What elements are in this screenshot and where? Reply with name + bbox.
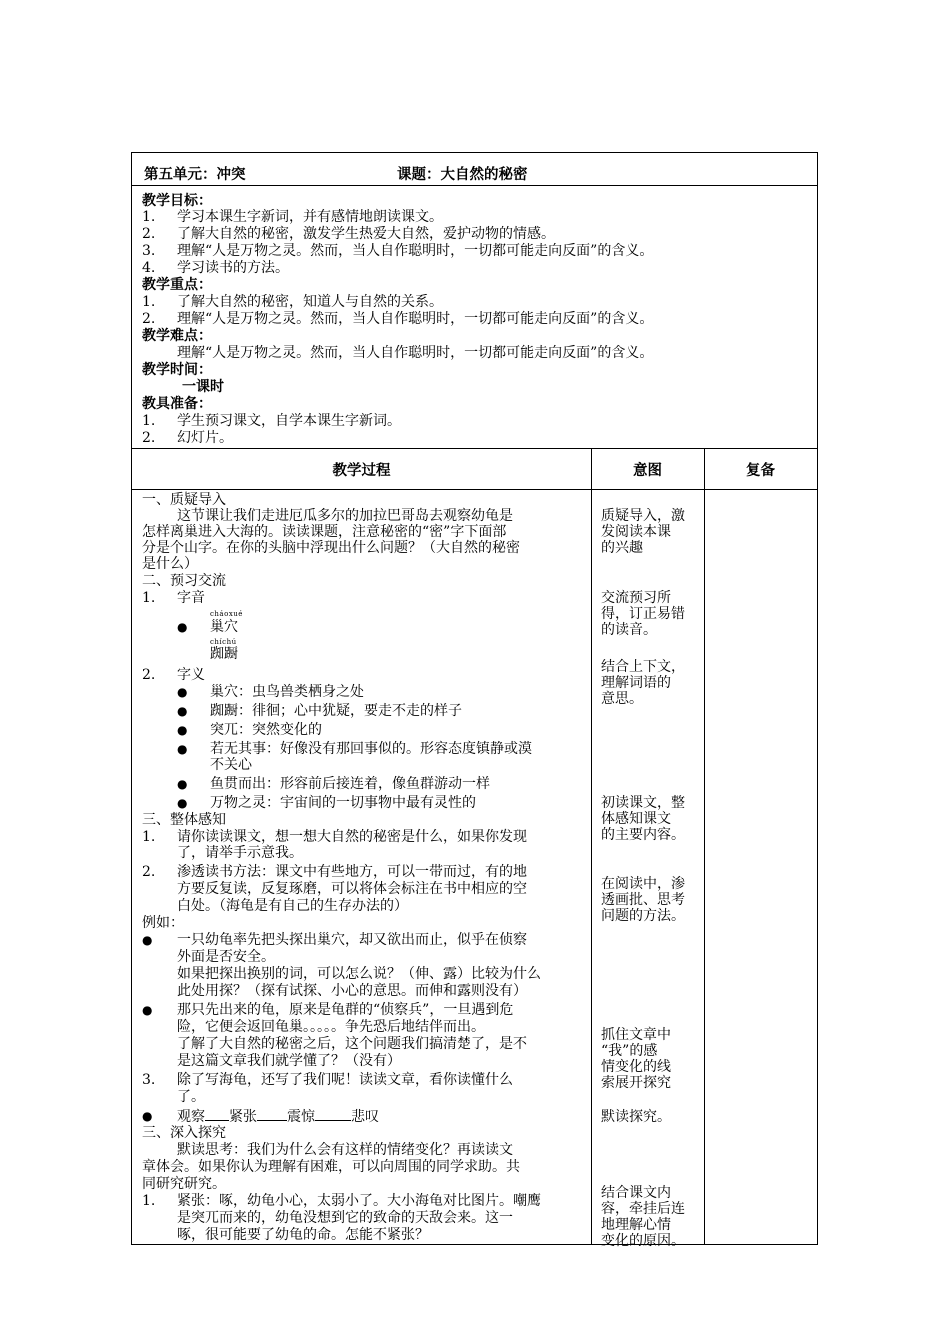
intent-note: 默读探究。 [601, 1109, 671, 1125]
topic-title: 课题：大自然的秘密 [397, 166, 528, 183]
objectives-title: 教学目标： [142, 193, 212, 209]
section-heading: 一、质疑导入 [142, 492, 226, 508]
emotion-sequence: 观察 紧张 震惊 悲叹 [177, 1109, 379, 1125]
intent-note: 交流预习所 得，订正易错 的读音。 [601, 590, 685, 638]
list-item: ● 突兀：突然变化的 [210, 722, 322, 738]
objective-item: 学习读书的方法。 [177, 260, 289, 276]
section-heading: 三、深入探究 [142, 1125, 226, 1141]
prep-title: 教具准备： [142, 396, 212, 412]
list-item: 踟蹰 [210, 646, 238, 662]
list-item: ● 鱼贯而出：形容前后接连着，像鱼群游动一样 [210, 776, 490, 792]
intent-note: 结合课文内 容，牵挂后连 地理解心情 变化的原因。 [601, 1185, 685, 1249]
intent-note: 在阅读中，渗 透画批、思考 问题的方法。 [601, 876, 685, 924]
list-item: ● 万物之灵：宇宙间的一切事物中最有灵性的 [210, 795, 476, 811]
intent-note: 结合上下文， 理解词语的 意思。 [601, 659, 685, 707]
intent-note: 质疑导入，激 发阅读本课 的兴趣 [601, 508, 685, 556]
time-value: 一课时 [182, 379, 224, 395]
section-heading: 二、预习交流 [142, 573, 226, 589]
section-heading: 三、整体感知 [142, 812, 226, 828]
prep-item: 幻灯片。 [177, 430, 233, 446]
lesson-plan-table: 第五单元：冲突 课题：大自然的秘密 教学目标： 1. 学习本课生字新词，并有感情地朗读课文。 2. 了解大自然的秘密，激发学生热爱大自然，爱护动物的情感。 3. 理解“人是万物之灵。然而，当人自作聪明时，一切都可能走向反面”的含义。 4. 学习读书的方法。 教学重点： 1. 了解大自然的秘密，知道人与自然的关系。 2. 理解“人是万物之灵。然而，当人自作聪明时，一切都可能走向反面”的含义。 教学难点： 理解“人是万物之灵。然而，当人自作聪明时，一切都可能走向反面”的含义。 教学时间： 一课时 教具准备： 1. 学生预习课文，自学本课生字新词。 2. 幻灯片。 教学过程 意图 复备 一、质疑导入 这节课让我们走进厄瓜多尔的加拉巴哥岛去观察幼龟是 怎样离巢进入大海的。读读课题，注意秘密的“密”字下面部 分是个山字。在你的头脑中浮现出什么问题？（大自然的秘密 是什么） 二、预习交流 1. 字音 cháoxué ● 巢穴 chíchú 踟蹰 2. 字义 ● 巢穴：虫鸟兽类栖身之处 ● 踟蹰：徘徊；心中犹疑，要走不走的样子 ● 突兀：突然变化的 ● 若无其事：好像没有那回事似的。形容态度镇静或漠 不关心 ● 鱼贯而出：形容前后接连着，像鱼群游动一样 ● 万物之灵：宇宙间的一切事物中最有灵性的 三、整体感知 1. 请你读读课文，想一想大自然的秘密是什么，如果你发现 了，请举手示意我。 2. 渗透读书方法：课文中有些地方，可以一带而过，有的地 方要反复读，反复琢磨，可以将体会标注在书中相应的空 白处。（海龟是有自己的生存办法的） 例如： ● 一只幼龟率先把头探出巢穴，却又欲出而止，似乎在侦察 外面是否安全。 如果把探出换别的词，可以怎么说？（伸、露）比较为什么 此处用探？（探有试探、小心的意思。而伸和露则没有） ● 那只先出来的龟，原来是龟群的“侦察兵”，一旦遇到危 险，它便会返回龟巢。。。。。争先恐后地结伴而出。 了解了大自然的秘密之后，这个问题我们搞清楚了，是不 是这篇文章我们就学懂了？（没有） 3. 除了写海龟，还写了我们呢！读读文章，看你读懂什么 了。 ● 观察 紧张 震惊 悲叹 三、深入探究 默读思考：我们为什么会有这样的情绪变化？再读读文 章体会。如果你认为理解有困难，可以向周围的同学求助。共 同研究研究。 1. 紧张：啄，幼龟小心，太弱小了。大小海龟对比图片。嘲鹰 是突兀而来的，幼龟没想到它的致命的天敌会来。这一 啄，很可能要了幼龟的命。怎能不紧张？ 质疑导入，激 发阅读本课 的兴趣 交流预习所 得，订正易错 的读音。 结合上下文， 理解词语的 意思。 初读课文，整 体感知课文 的主要内容。 在阅读中，渗 透画批、思考 问题的方法。 抓住文章中 “我”的感 情变化的线 索展开探究 默读探究。 结合课文内 容，牵挂后连 地理解心情 变化的原因。 [131, 152, 818, 1245]
prep-item: 学生预习课文，自学本课生字新词。 [177, 413, 401, 429]
intent-note: 抓住文章中 “我”的感 情变化的线 索展开探究 [601, 1027, 671, 1091]
pinyin-annotation: chíchú [210, 638, 237, 646]
focus-item: 理解“人是万物之灵。然而，当人自作聪明时，一切都可能走向反面”的含义。 [177, 311, 654, 327]
column-header-intent: 意图 [633, 462, 662, 479]
difficulty-title: 教学难点： [142, 328, 212, 344]
list-item: ● 巢穴：虫鸟兽类栖身之处 [210, 684, 364, 700]
difficulty-text: 理解“人是万物之灵。然而，当人自作聪明时，一切都可能走向反面”的含义。 [177, 345, 654, 361]
column-header-notes: 复备 [746, 462, 775, 479]
time-title: 教学时间： [142, 362, 212, 378]
column-header-process: 教学过程 [332, 462, 391, 479]
list-item: ● 踟蹰：徘徊；心中犹疑，要走不走的样子 [210, 703, 462, 719]
row-divider [132, 185, 817, 186]
intent-note: 初读课文，整 体感知课文 的主要内容。 [601, 795, 685, 843]
objective-item: 了解大自然的秘密，激发学生热爱大自然，爱护动物的情感。 [177, 226, 555, 242]
row-divider [132, 448, 817, 449]
notes-column [705, 490, 817, 1244]
unit-title: 第五单元：冲突 [144, 166, 246, 183]
focus-item: 了解大自然的秘密，知道人与自然的关系。 [177, 294, 443, 310]
objective-item: 理解“人是万物之灵。然而，当人自作聪明时，一切都可能走向反面”的含义。 [177, 243, 654, 259]
list-item: ● 巢穴 [210, 619, 238, 635]
list-item: ● 若无其事：好像没有那回事似的。形容态度镇静或漠 [210, 741, 532, 757]
objective-item: 学习本课生字新词，并有感情地朗读课文。 [177, 209, 443, 225]
focus-title: 教学重点： [142, 277, 212, 293]
column-divider [591, 449, 592, 1244]
pinyin-annotation: cháoxué [210, 610, 243, 618]
